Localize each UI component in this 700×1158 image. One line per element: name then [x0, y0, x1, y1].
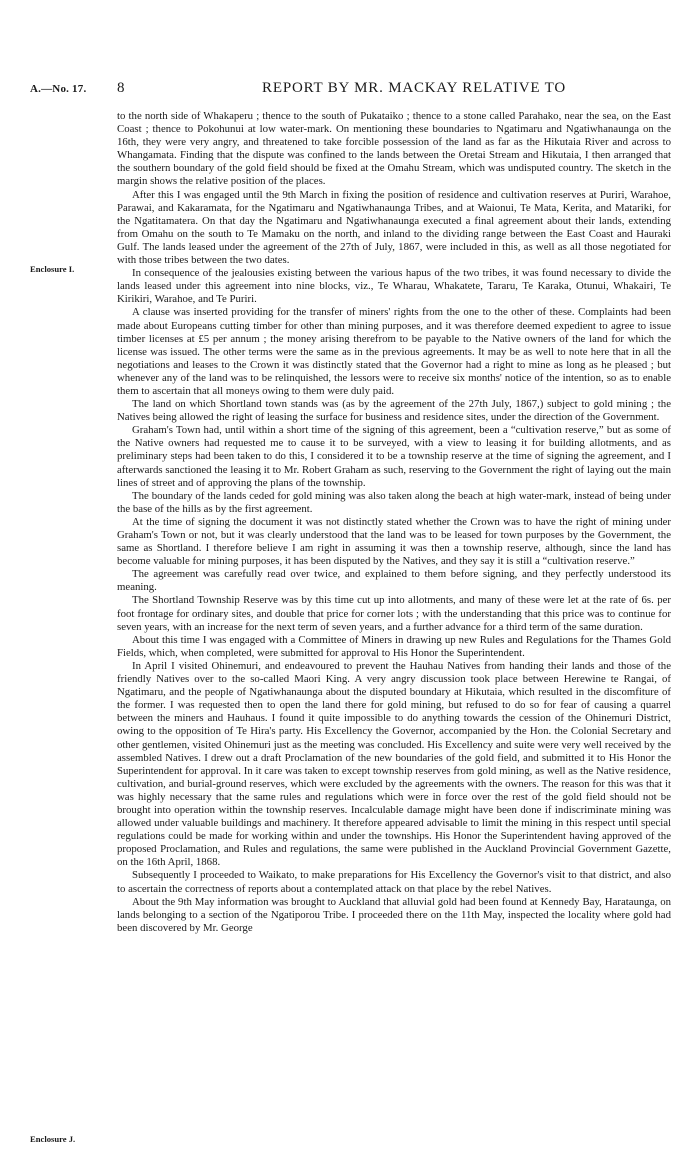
paragraph-9: The agreement was carefully read over twice, and explained to them before signing, and they perfectly understood its meaning. [117, 568, 671, 594]
paragraph-6: Graham's Town had, until within a short time of the signing of this agreement, been a “cultivation reserve,” but as some of the Native owners had requested me to cause it to be surveyed, with a view to leasing it for building allotments, and as preliminary steps had been taken to do this, I considered it to be a township reserve at the time of signing the agreement, and I afterwards sanctioned the leasing it to Mr. Robert Graham as such, reserving to the Government the right of laying out the main lines of street and of approving the plans of the township. [117, 424, 671, 489]
paragraph-7: The boundary of the lands ceded for gold mining was also taken along the beach at high water-mark, instead of being under the base of the hills as by the first agreement. [117, 489, 671, 515]
paragraph-1: to the north side of Whakaperu ; thence to the south of Pukataiko ; thence to a stone called Parahako, near the sea, on the East Coast ; thence to Pokohunui at low water-mark. On mentioning these boundaries to Ngatimaru and Ngatiwhanaunga on the 16th, they were very angry, and threatened to take forcible possession of the land as far as the Hikutaia River and across to Whangamata. Finding that the dispute was confined to the lands between the Oretai Stream and Hikutaia, I then arranged that the southern boundary of the gold field should be fixed at the Omahu Stream, which was undisputed country. The sketch in the margin shows the relative position of the places. [117, 110, 671, 188]
paragraph-13: Subsequently I proceeded to Waikato, to make preparations for His Excellency the Governor's visit to that district, and also to ascertain the correctness of reports about a contemplated attack on that place by the rebel Natives. [117, 869, 671, 895]
paragraph-12: In April I visited Ohinemuri, and endeavoured to prevent the Hauhau Natives from handing their lands and those of the friendly Natives over to the so-called Maori King. A very angry discussion took place between Herewine te Rangai, of Ngatimaru, and the people of Ngatiwhanaunga about the disputed boundary at Hikutaia, which resulted in the discomfiture of the former. I was requested then to open the land there for gold mining, but refused to do so for fear of causing a quarrel between the miners and Hauhaus. I found it quite impossible to do anything towards the cession of the Ohinemuri District, owing to the opposition of Te Hira's party. His Excellency the Governor, accompanied by the Hon. the Colonial Secretary and other gentlemen, visited Ohinemuri just as the meeting was concluded. His Excellency and suite were very well received by the assembled Natives. I drew out a draft Proclamation of the new boundaries of the gold field, and submitted it to His Honor the Superintendent for approval. In it care was taken to except township reserves from gold mining, as well as the Native residence, cultivation, and burial-ground reserves, which were excluded by the agreements with the owners. The reason for this was that it was highly necessary that the same rules and regulations which were in force over the rest of the gold field should not be brought into operation within the township reserves. Incalculable damage might have been done if indiscriminate mining was allowed under valuable buildings and machinery. It therefore appeared advisable to limit the mining in this respect until special regulations could be made for working within and under the townships. His Honor the Superintendent having approved of the proposed Proclamation, and Rules and regulations, the same were published in the Auckland Provincial Government Gazette, on the 16th April, 1868. [117, 659, 671, 869]
document-number: A.—No. 17. [30, 83, 87, 95]
page-header [30, 80, 670, 100]
paragraph-5: The land on which Shortland town stands was (as by the agreement of the 27th July, 1867,) subject to gold mining ; the Natives being allowed the right of leasing the surface for business and residence sites, under the direction of the Government. [117, 398, 671, 424]
paragraph-8: At the time of signing the document it was not distinctly stated whether the Crown was to have the right of mining under Graham's Town or not, but it was clearly understood that the land was to be leased for town purposes by the Government, the same as Shortland. I therefore believe I am right in assuming it was then a township reserve, although, since the land has become valuable for mining purposes, it has been disputed by the Natives, and they say it is still a “cultivation reserve.” [117, 515, 671, 568]
paragraph-14: About the 9th May information was brought to Auckland that alluvial gold had been found at Kennedy Bay, Harataunga, on lands belonging to a section of the Ngatiporou Tribe. I proceeded there on the 11th May, inspected the locality where gold had been discovered by Mr. George [117, 895, 671, 934]
paragraph-2: After this I was engaged until the 9th March in fixing the position of residence and cultivation reserves at Puriri, Warahoe, Parawai, and Kakaramata, for the Ngatimaru and Ngatiwhanaunga Tribes, and at Waionui, Te Mata, Kerita, and Matariki, for the Ngatitamatera. On that day the Ngatimaru and Ngatiwhanaunga executed a final agreement about their lands, extending from Omahu on the south to Te Mamaku on the north, and inland to the dividing range between the East Coast and Hauraki Gulf. The lands leased under the agreement of the 27th of July, 1867, were included in this, as well as all those negotiated for with those tribes between the two dates. [117, 188, 671, 267]
report-title: REPORT BY MR. MACKAY RELATIVE TO [262, 80, 566, 96]
page-number: 8 [117, 80, 125, 96]
paragraph-4: A clause was inserted providing for the transfer of miners' rights from the one to the other of these. Complaints had been made about Europeans cutting timber for other than mining purposes, and it was therefore deemed expedient to agree to issue timber licenses at £5 per annum ; the money arising therefrom to be payable to the Native owners of the land for which the license was issued. The other terms were the same as in the previous agreements. It may be as well to note here that in all the negotiations and leases to the Crown it was distinctly stated that the Governor had a right to mine as long as he pleased ; but whenever any of the land was to be relinquished, the lessors were to receive six months' notice of the intention, so as to enable them to ascertain that all moneys owing to them were duly paid. [117, 306, 671, 397]
paragraph-10: The Shortland Township Reserve was by this time cut up into allotments, and many of these were let at the rate of 6s. per foot frontage for ordinary sites, and double that price for corner lots ; with the understanding that this price was to continue for seven years, with an increase for the next term of seven years, and a further advance for a third term of the same duration. [117, 594, 671, 633]
paragraph-11: About this time I was engaged with a Committee of Miners in drawing up new Rules and Regulations for the Thames Gold Fields, which, when completed, were submitted for approval to His Honor the Superintendent. [117, 633, 671, 659]
margin-note-enclosure-i: Enclosure I. [30, 264, 75, 274]
report-body [117, 110, 671, 935]
paragraph-3: In consequence of the jealousies existing between the various hapus of the two tribes, it was found necessary to divide the lands leased under this agreement into nine blocks, viz., Te Wharau, Whakatete, Tararu, Te Karaka, Otunui, Whakairi, Te Kirikiri, Warahoe, and Te Puriri. [117, 267, 671, 306]
margin-note-enclosure-j: Enclosure J. [30, 1134, 76, 1144]
